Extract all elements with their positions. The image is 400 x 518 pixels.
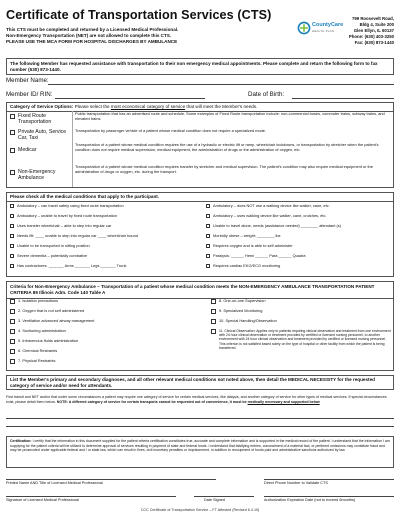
condition-label: Unable to be transported in sitting position bbox=[17, 243, 90, 248]
service-heading-bold: Category of Service Options: bbox=[10, 104, 74, 109]
notice-box: The following Member has requested assistance with transportation to their non emergency medical appointments. Please complete and return the following form to fax number (630) 873-1440. bbox=[6, 58, 394, 75]
address-line: Bldg 4, Suite 200 bbox=[359, 21, 394, 27]
phone-field[interactable] bbox=[264, 479, 394, 480]
condition-label: Ambulatory – can travel safely using fixed route transportation bbox=[17, 203, 124, 208]
special-circumstances-note bbox=[6, 395, 394, 404]
service-heading-underlined: most economical category of service bbox=[110, 104, 186, 109]
criteria-item: 2. Oxygen that is not self administered bbox=[18, 308, 85, 313]
service-options-section bbox=[6, 102, 394, 188]
service-row-private-auto bbox=[7, 128, 393, 142]
certification-label: Certification: bbox=[10, 439, 32, 443]
logo-mark-icon bbox=[297, 21, 311, 35]
condition-checkbox[interactable] bbox=[206, 264, 210, 268]
medicar-checkbox[interactable] bbox=[10, 148, 15, 153]
criteria-checkbox[interactable] bbox=[10, 319, 15, 324]
address-line: Fax: (630) 873-1440 bbox=[354, 39, 394, 45]
service-heading-pre: Please select the bbox=[74, 104, 111, 109]
condition-checkbox[interactable] bbox=[10, 244, 14, 248]
countycare-logo bbox=[297, 20, 347, 36]
criteria-item: 10. Special Handling/Observation bbox=[219, 318, 277, 323]
condition-item[interactable] bbox=[206, 213, 327, 218]
criteria-item: 4. Suctioning administration bbox=[18, 328, 66, 333]
criteria-checkbox[interactable] bbox=[10, 359, 15, 364]
criteria-checkbox[interactable] bbox=[211, 309, 216, 314]
criteria-checkbox[interactable] bbox=[10, 349, 15, 354]
plan-address bbox=[349, 16, 394, 46]
criteria-item: 6. Chemical Restraints bbox=[18, 348, 58, 353]
service-row-medicar bbox=[7, 143, 393, 157]
condition-label: Needs lift: ____ unable to step into regular car ____ wheelchair bound bbox=[17, 233, 138, 238]
condition-label: Unable to travel alone, needs (assistance needed) ________ attendant (s) bbox=[213, 223, 342, 228]
condition-item[interactable] bbox=[206, 223, 341, 228]
intro-line: PLEASE USE THE MCA FORM FOR HOSPITAL DISCHARGES BY AMBULANCE bbox=[6, 39, 178, 44]
condition-item[interactable] bbox=[10, 263, 126, 268]
dob-field[interactable] bbox=[292, 98, 394, 99]
condition-item[interactable] bbox=[10, 233, 138, 238]
condition-label: Ambulatory – unable to travel by fixed route transportation bbox=[17, 213, 117, 218]
fine-print: First transit and NET and/or that under some circumstances a patient may require one category of service for certain medical services, like dialysis, and another category of service for other types of medical services. If special circumstances exist, please detail them below. bbox=[6, 395, 387, 404]
service-row-fixed-route bbox=[7, 112, 393, 126]
address-line: 799 Roosevelt Road, bbox=[351, 16, 394, 21]
signature-field[interactable] bbox=[6, 496, 176, 497]
address-line: Glen Ellyn, IL 60137 bbox=[353, 27, 394, 33]
service-description: Transportation by passenger vehicle of a patient whose medical condition does not require a specialized mode. bbox=[75, 128, 267, 133]
condition-checkbox[interactable] bbox=[206, 244, 210, 248]
logo-name: CountyCare bbox=[312, 22, 344, 28]
condition-item[interactable] bbox=[206, 243, 293, 248]
condition-label: Ambulatory – does NOT use a walking device like walker, cane, etc. bbox=[213, 203, 330, 208]
expiration-label: Authorization Expiration Date (not to exceed 6months) bbox=[264, 498, 356, 502]
certification-box bbox=[6, 436, 394, 468]
phone-label: Direct Phone Number to Validate CTS bbox=[264, 481, 328, 485]
condition-checkbox[interactable] bbox=[206, 254, 210, 258]
criteria-checkbox[interactable] bbox=[10, 329, 15, 334]
signature-label: Signature of Licensed Medical Professional bbox=[6, 498, 79, 502]
condition-checkbox[interactable] bbox=[10, 214, 14, 218]
criteria-item: 9. Specialized Monitoring bbox=[219, 308, 263, 313]
criteria-checkbox[interactable] bbox=[10, 299, 15, 304]
fixed-route-checkbox[interactable] bbox=[10, 114, 15, 119]
condition-item[interactable] bbox=[206, 203, 330, 208]
address-line: Phone: (630) 403-3250 bbox=[348, 33, 394, 39]
form-footer: CCC Certificate of Transportation Service – FT Attested (Revised 6.4.15) bbox=[140, 508, 260, 512]
printed-name-label: Printed Name AND Title of Licensed Medical Professional bbox=[6, 481, 103, 485]
condition-checkbox[interactable] bbox=[10, 204, 14, 208]
condition-checkbox[interactable] bbox=[206, 214, 210, 218]
service-name: Non-Emergency Ambulance bbox=[18, 169, 56, 181]
condition-checkbox[interactable] bbox=[10, 254, 14, 258]
criteria-checkbox[interactable] bbox=[10, 339, 15, 344]
criteria-item: 1. Isolation precautions bbox=[18, 298, 59, 303]
criteria-item: 8. One-on-one Supervision bbox=[219, 298, 266, 303]
medical-conditions-section bbox=[6, 192, 394, 277]
criteria-section bbox=[6, 281, 394, 371]
condition-item[interactable] bbox=[10, 243, 90, 248]
dob-label: Date of Birth: bbox=[248, 91, 285, 98]
condition-checkbox[interactable] bbox=[206, 204, 210, 208]
intro-line: This CTS must be completed and returned by a Licensed Medical Professional. bbox=[6, 27, 179, 32]
condition-label: Has contractures: _______ Arms _______ Legs _______ Trunk bbox=[17, 263, 127, 268]
logo-subtitle: HEALTH PLAN bbox=[312, 29, 335, 33]
date-signed-label: Date Signed bbox=[204, 498, 225, 502]
certification-text: I certify that the information in this document supplied for the patient criteria certification constitutes true, accurate and complete information and is supported in the medical record of the patient. I understand that the information I am supplying for the patient criteria will be utilized to determine approval of services resulting in payment of state and federal funds. I understand that falsifying entries, concealment of a material fact, or pertinent omissions may constitute fraud and may be prosecuted under applicable federal and / or state law, which can result in fines, civil monetary penalties or imprisonment, in addition to recoupment of funds paid and administrative sanctions authorized by law. bbox=[10, 439, 390, 452]
condition-item[interactable] bbox=[10, 253, 87, 258]
criteria-item: 7. Physical Restraints bbox=[18, 358, 56, 363]
condition-item[interactable] bbox=[206, 263, 280, 268]
fine-print-emphasis: medically necessary and supported below bbox=[247, 399, 320, 404]
condition-checkbox[interactable] bbox=[206, 224, 210, 228]
condition-item[interactable] bbox=[10, 223, 111, 228]
criteria-item: 3. Ventilation advanced airway management bbox=[18, 318, 95, 323]
criteria-checkbox[interactable] bbox=[211, 329, 216, 334]
condition-item[interactable] bbox=[10, 213, 117, 218]
member-name-label: Member Name: bbox=[6, 77, 49, 84]
condition-checkbox[interactable] bbox=[206, 234, 210, 238]
service-heading-post: that will meet the Member's needs. bbox=[185, 104, 258, 109]
criteria-checkbox[interactable] bbox=[10, 309, 15, 314]
justification-line[interactable] bbox=[6, 426, 394, 427]
private-auto-checkbox[interactable] bbox=[10, 130, 15, 135]
condition-label: Paralysis: ______ Hemi ______ Para ______ Quadra bbox=[213, 253, 306, 258]
intro-text bbox=[6, 27, 241, 45]
diagnoses-prompt: List the Member's primary and secondary diagnoses, and all other relevant medical conditions not noted above, then detail the MEDICAL NECESSITY for the requested category of service and/or need for attendants. bbox=[6, 375, 394, 390]
service-name: Private Auto, Service Car, Taxi bbox=[18, 129, 67, 141]
condition-label: Requires oxygen and is able to self administer bbox=[213, 243, 293, 248]
condition-label: Severe dementia – potentially combative bbox=[17, 253, 88, 258]
expiration-field[interactable] bbox=[264, 496, 394, 497]
condition-checkbox[interactable] bbox=[10, 264, 14, 268]
service-name: Medicar bbox=[18, 147, 37, 153]
date-signed-field[interactable] bbox=[194, 496, 254, 497]
medical-conditions-heading: Please check all the medical conditions that apply to the participant. bbox=[7, 193, 393, 202]
service-description: Public transportation that has an advertised route and schedule. Some examples of Fixed Route transportation include: non-commercial buses, commuter trains, subway trains, and elevated trains. bbox=[75, 111, 385, 121]
justification-line[interactable] bbox=[6, 418, 394, 419]
criteria-checkbox[interactable] bbox=[211, 299, 216, 304]
service-row-ambulance bbox=[7, 165, 393, 179]
form-title: Certificate of Transportation Services (CTS) bbox=[6, 8, 272, 22]
criteria-checkbox[interactable] bbox=[211, 319, 216, 324]
service-description: Transportation of a patient whose medical condition requires transfer by stretcher and medical supervision. The patient's condition may also require medical equipment or the administration of drugs or oxygen, etc. during the transport. bbox=[75, 164, 373, 174]
member-id-field[interactable] bbox=[55, 98, 205, 99]
ambulance-checkbox[interactable] bbox=[10, 170, 15, 175]
condition-checkbox[interactable] bbox=[10, 234, 14, 238]
condition-label: Morbidly obese – weight: ________ lbs bbox=[213, 233, 281, 238]
service-name: Fixed Route Transportation bbox=[18, 113, 52, 125]
criteria-item: 11. Clinical Observation: Applies only to patients requiring clinical observation and treatment from one environment with 24 hour clinical observation or treatment provided by certified or licensed nursing personnel, to another environment with 24 hour clinical observation and treatment provided by certified or licensed nursing personnel. This criterion is not satisfied based solely on the type of hospital or other facility from which the patient is being transferred. bbox=[219, 329, 391, 350]
service-description: Transportation of a patient whose medical condition requires the use of a hydraulic or electric lift or ramp, wheelchair lockdowns, or transportation by stretcher when the patient's condition does not require medical supervision, medical equipment, the administration of drugs or the administration of oxygen, etc. bbox=[75, 142, 379, 152]
fine-print-note: NOTE: A different category of service for certain transports cannot be requested out of convenience, it must be bbox=[56, 399, 248, 404]
printed-name-field[interactable] bbox=[6, 479, 216, 480]
condition-item[interactable] bbox=[206, 253, 306, 258]
member-id-label: Member ID/ RIN: bbox=[6, 91, 53, 98]
condition-label: Uses transfer wheelchair – able to step into regular car bbox=[17, 223, 112, 228]
condition-item[interactable] bbox=[10, 203, 124, 208]
condition-checkbox[interactable] bbox=[10, 224, 14, 228]
member-name-field[interactable] bbox=[48, 84, 394, 85]
condition-label: Ambulatory – uses walking device like walker, cane, crutches, etc. bbox=[213, 213, 327, 218]
condition-label: Requires cardiac EKG/ECG monitoring bbox=[213, 263, 281, 268]
criteria-item: 5. Intravenous fluids administration bbox=[18, 338, 79, 343]
criteria-heading: Criteria for Non-Emergency Ambulance – Transportation of a patient whose medical condition meets the NON-EMERGENCY AMBULANCE TRANSPORTATION PATIENT CRITERIA 89 Illinois Adm. Code 140 Table A bbox=[7, 282, 393, 299]
intro-line: Non-Emergency Transportation (NET) are not allowed to complete this CTS. bbox=[6, 33, 172, 38]
condition-item[interactable] bbox=[206, 233, 280, 238]
